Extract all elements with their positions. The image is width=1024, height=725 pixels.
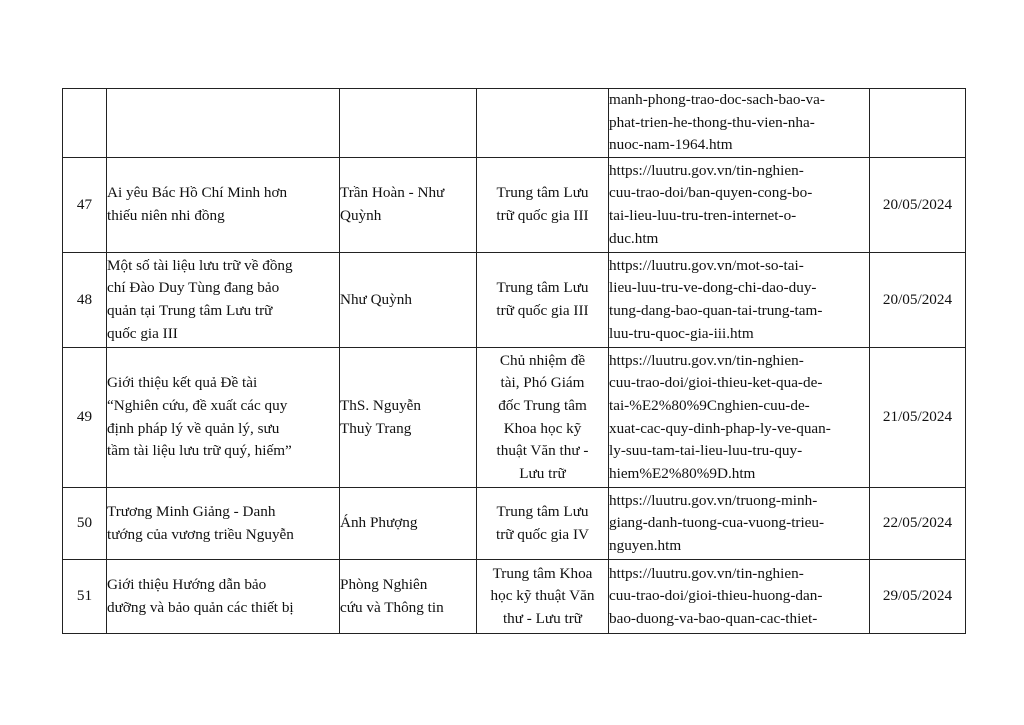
url-line: bao-duong-va-bao-quan-cac-thiet-: [609, 609, 818, 627]
row-number-cell: 50: [63, 488, 107, 560]
unit-line: đốc Trung tâm: [498, 396, 587, 414]
unit-line: trữ quốc gia III: [496, 207, 589, 224]
article-title-line: thiếu niên nhi đồng: [107, 207, 225, 224]
url-line: xuat-cac-quy-dinh-phap-ly-ve-quan-: [609, 419, 831, 437]
url-line: manh-phong-trao-doc-sach-bao-va-: [609, 91, 825, 109]
url-cell: [609, 348, 870, 488]
url-line: cuu-trao-doi/ban-quyen-cong-bo-: [609, 184, 813, 202]
article-title-line: Giới thiệu Hướng dẫn bảo: [107, 575, 267, 593]
unit-cell: [477, 488, 609, 560]
author-cell: [340, 253, 477, 348]
table-row: [63, 158, 966, 253]
url-line: https://luutru.gov.vn/tin-nghien-: [609, 351, 804, 369]
article-title-line: “Nghiên cứu, đề xuất các quy: [107, 396, 288, 414]
url-line: ly-suu-tam-tai-lieu-luu-tru-quy-: [609, 442, 803, 460]
url-line: hiem%E2%80%9D.htm: [609, 464, 756, 482]
url-line: https://luutru.gov.vn/tin-nghien-: [609, 161, 804, 179]
row-number-cell: [63, 89, 107, 158]
date-cell: 22/05/2024: [870, 488, 966, 560]
article-title-line: chí Đào Duy Tùng đang bảo: [107, 279, 280, 297]
url-line: cuu-trao-doi/gioi-thieu-ket-qua-de-: [609, 374, 823, 392]
article-title-cell: [107, 560, 340, 634]
unit-line: Khoa học kỹ: [503, 419, 582, 437]
unit-line: tài, Phó Giám: [500, 374, 585, 392]
table-row: [63, 488, 966, 560]
date-cell: 29/05/2024: [870, 560, 966, 634]
table-row: [63, 89, 966, 158]
article-title-line: Một số tài liệu lưu trữ về đồng: [107, 256, 293, 274]
url-line: giang-danh-tuong-cua-vuong-trieu-: [609, 514, 825, 532]
article-title-line: tướng của vương triều Nguyễn: [107, 525, 294, 543]
article-title-line: Ai yêu Bác Hồ Chí Minh hơn: [107, 184, 288, 202]
article-title-line: Trương Minh Giảng - Danh: [107, 502, 276, 520]
row-number-cell: 49: [63, 348, 107, 488]
url-cell: [609, 158, 870, 253]
unit-line: trữ quốc gia IV: [495, 525, 589, 543]
unit-line: Chủ nhiệm đề: [499, 351, 586, 369]
author-cell: [340, 560, 477, 634]
article-title-cell: [107, 89, 340, 158]
author-cell: [340, 89, 477, 158]
url-line: nuoc-nam-1964.htm: [609, 136, 733, 154]
url-line: nguyen.htm: [609, 536, 682, 554]
url-line: https://luutru.gov.vn/tin-nghien-: [609, 564, 804, 582]
author-cell: [340, 158, 477, 253]
unit-line: Lưu trữ: [519, 464, 566, 482]
article-title-cell: [107, 488, 340, 560]
article-title-line: quốc gia III: [107, 324, 178, 342]
table-row: [63, 348, 966, 488]
unit-cell: [477, 253, 609, 348]
url-cell: [609, 560, 870, 634]
unit-line: trữ quốc gia III: [496, 302, 589, 319]
unit-cell: [477, 158, 609, 253]
row-number-cell: 48: [63, 253, 107, 348]
table-row: [63, 253, 966, 348]
url-line: https://luutru.gov.vn/truong-minh-: [609, 491, 818, 509]
url-cell: [609, 89, 870, 158]
url-line: tai-%E2%80%9Cnghien-cuu-de-: [609, 396, 810, 414]
url-line: lieu-luu-tru-ve-dong-chi-dao-duy-: [609, 279, 817, 297]
url-cell: [609, 253, 870, 348]
unit-line: Trung tâm Khoa: [492, 564, 593, 582]
article-title-line: định pháp lý về quản lý, sưu: [107, 419, 280, 437]
date-cell: 21/05/2024: [870, 348, 966, 488]
row-number-cell: 51: [63, 560, 107, 634]
url-line: cuu-trao-doi/gioi-thieu-huong-dan-: [609, 587, 823, 605]
author-line: cứu và Thông tin: [340, 598, 444, 616]
row-number-cell: 47: [63, 158, 107, 253]
url-line: https://luutru.gov.vn/mot-so-tai-: [609, 256, 804, 274]
url-line: tung-dang-bao-quan-tai-trung-tam-: [609, 302, 823, 319]
author-cell: [340, 488, 477, 560]
article-title-line: quản tại Trung tâm Lưu trữ: [107, 302, 273, 319]
url-cell: [609, 488, 870, 560]
unit-line: thuật Văn thư -: [496, 442, 589, 460]
author-line: Ánh Phượng: [340, 514, 418, 532]
article-title-cell: [107, 158, 340, 253]
url-line: phat-trien-he-thong-thu-vien-nha-: [609, 113, 815, 131]
unit-line: Trung tâm Lưu: [496, 502, 589, 520]
unit-cell: [477, 348, 609, 488]
article-title-line: tầm tài liệu lưu trữ quý, hiếm”: [107, 442, 292, 460]
article-title-cell: [107, 253, 340, 348]
author-line: Quỳnh: [340, 207, 382, 224]
unit-line: Trung tâm Lưu: [496, 184, 589, 202]
date-cell: [870, 89, 966, 158]
table-body: [63, 89, 966, 634]
url-line: tai-lieu-luu-tru-tren-internet-o-: [609, 207, 797, 224]
author-line: Như Quỳnh: [340, 290, 412, 308]
unit-cell: [477, 560, 609, 634]
article-title-line: dưỡng và bảo quản các thiết bị: [107, 598, 294, 616]
author-line: Trần Hoàn - Như: [340, 184, 445, 202]
author-line: Phòng Nghiên: [340, 575, 428, 593]
table-row: [63, 560, 966, 634]
article-title-line: Giới thiệu kết quả Đề tài: [107, 374, 258, 392]
unit-line: thư - Lưu trữ: [502, 609, 583, 627]
unit-line: Trung tâm Lưu: [496, 279, 589, 297]
unit-cell: [477, 89, 609, 158]
date-cell: 20/05/2024: [870, 253, 966, 348]
url-line: duc.htm: [609, 229, 659, 247]
article-title-cell: [107, 348, 340, 488]
date-cell: 20/05/2024: [870, 158, 966, 253]
articles-table: [62, 88, 966, 634]
author-line: Thuỳ Trang: [340, 419, 412, 437]
author-line: ThS. Nguyễn: [340, 396, 421, 414]
author-cell: [340, 348, 477, 488]
unit-line: học kỹ thuật Văn: [490, 587, 595, 605]
url-line: luu-tru-quoc-gia-iii.htm: [609, 324, 754, 342]
